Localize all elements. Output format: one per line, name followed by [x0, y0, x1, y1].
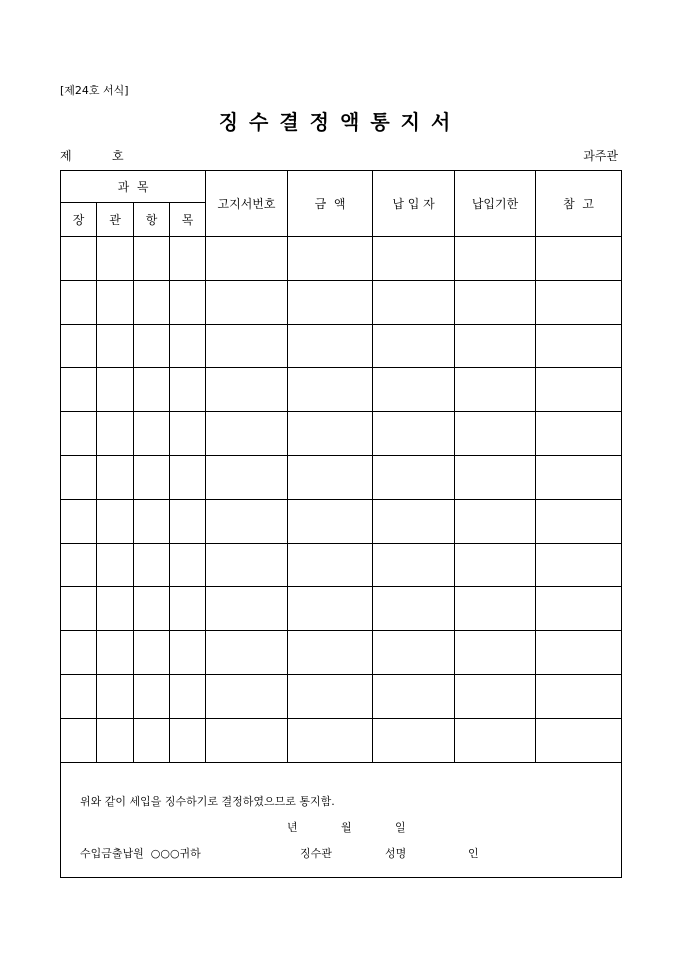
table-row: [61, 718, 622, 762]
table-cell[interactable]: [170, 455, 206, 499]
table-cell[interactable]: [455, 674, 536, 718]
table-row: [61, 324, 622, 368]
subject-group-header: 과 목: [61, 171, 206, 203]
table-cell[interactable]: [288, 237, 373, 281]
table-cell[interactable]: [206, 412, 288, 456]
table-cell[interactable]: [134, 280, 170, 324]
table-cell[interactable]: [373, 587, 455, 631]
footer-section: [61, 762, 622, 877]
table-cell[interactable]: [61, 412, 97, 456]
signature-label: 성명: [385, 846, 407, 860]
table-cell[interactable]: [373, 718, 455, 762]
table-cell[interactable]: [373, 280, 455, 324]
table-cell[interactable]: [288, 324, 373, 368]
table-cell[interactable]: [170, 587, 206, 631]
table-cell[interactable]: [536, 280, 622, 324]
table-cell[interactable]: [536, 674, 622, 718]
table-cell[interactable]: [170, 631, 206, 675]
table-cell[interactable]: [206, 324, 288, 368]
table-cell[interactable]: [536, 499, 622, 543]
column-header-payer: 납 입 자: [373, 171, 455, 237]
table-cell[interactable]: [373, 499, 455, 543]
month-label: 월: [341, 820, 352, 834]
document-number: [60, 147, 124, 164]
table-cell[interactable]: [373, 368, 455, 412]
table-cell[interactable]: [455, 412, 536, 456]
table-cell[interactable]: [97, 543, 134, 587]
table-cell[interactable]: [170, 324, 206, 368]
table-cell[interactable]: [455, 543, 536, 587]
seal-label: 인: [468, 846, 479, 860]
table-cell[interactable]: [97, 587, 134, 631]
table-cell[interactable]: [61, 499, 97, 543]
table-cell[interactable]: [288, 412, 373, 456]
table-cell[interactable]: [170, 412, 206, 456]
table-cell[interactable]: [170, 368, 206, 412]
table-cell[interactable]: [61, 324, 97, 368]
sub-header-hang: 항: [134, 203, 170, 237]
table-cell[interactable]: [61, 543, 97, 587]
table-cell[interactable]: [134, 718, 170, 762]
table-cell[interactable]: [61, 674, 97, 718]
document-number-prefix: 제: [60, 149, 72, 163]
table-cell[interactable]: [170, 280, 206, 324]
table-cell[interactable]: [134, 631, 170, 675]
table-cell[interactable]: [455, 499, 536, 543]
table-cell[interactable]: [170, 237, 206, 281]
table-cell[interactable]: [373, 543, 455, 587]
table-row: [61, 280, 622, 324]
table-cell[interactable]: [97, 631, 134, 675]
table-cell[interactable]: [288, 499, 373, 543]
table-cell[interactable]: [206, 455, 288, 499]
table-cell[interactable]: [61, 455, 97, 499]
table-cell[interactable]: [97, 368, 134, 412]
sub-header-gwan: 관: [97, 203, 134, 237]
column-header-notice-number: 고지서번호: [206, 171, 288, 237]
year-label: 년: [287, 820, 298, 834]
table-cell[interactable]: [134, 324, 170, 368]
table-cell[interactable]: [97, 674, 134, 718]
table-cell[interactable]: [536, 631, 622, 675]
table-cell[interactable]: [373, 631, 455, 675]
table-cell[interactable]: [61, 587, 97, 631]
table-cell[interactable]: [455, 455, 536, 499]
table-cell[interactable]: [288, 718, 373, 762]
column-header-due-date: 납입기한: [455, 171, 536, 237]
table-cell[interactable]: [455, 237, 536, 281]
notice-text: 위와 같이 세입을 징수하기로 결정하였으므로 통지함.: [80, 794, 335, 808]
table-row: [61, 499, 622, 543]
table-cell[interactable]: [206, 587, 288, 631]
table-cell[interactable]: [206, 718, 288, 762]
table-cell[interactable]: [134, 543, 170, 587]
table-row: [61, 237, 622, 281]
column-header-amount: 금 액: [288, 171, 373, 237]
table-cell[interactable]: [455, 368, 536, 412]
day-label: 일: [395, 820, 406, 834]
table-row: [61, 543, 622, 587]
table-row: [61, 587, 622, 631]
table-cell[interactable]: [536, 543, 622, 587]
table-row: [61, 368, 622, 412]
table-cell[interactable]: [97, 324, 134, 368]
table-row: [61, 455, 622, 499]
table-cell[interactable]: [373, 324, 455, 368]
table-cell[interactable]: [134, 412, 170, 456]
table-cell[interactable]: [97, 718, 134, 762]
table-row: [61, 674, 622, 718]
table-cell[interactable]: [97, 412, 134, 456]
table-cell[interactable]: [206, 237, 288, 281]
table-cell[interactable]: [97, 499, 134, 543]
table-cell[interactable]: [288, 455, 373, 499]
table-cell[interactable]: [97, 280, 134, 324]
form-number-label: [제24호 서식]: [60, 84, 129, 97]
document-title: 징수결정액통지서: [218, 110, 462, 134]
sub-header-mok: 목: [170, 203, 206, 237]
issuer-label: 과주관: [583, 149, 618, 163]
table-cell[interactable]: [206, 543, 288, 587]
table-cell[interactable]: [61, 631, 97, 675]
table-row: [61, 412, 622, 456]
table-cell[interactable]: [536, 455, 622, 499]
table-cell[interactable]: [134, 674, 170, 718]
table-cell[interactable]: [61, 280, 97, 324]
table-cell[interactable]: [288, 631, 373, 675]
table-cell[interactable]: [536, 587, 622, 631]
table-cell[interactable]: [536, 237, 622, 281]
table-cell[interactable]: [288, 587, 373, 631]
table-cell[interactable]: [170, 543, 206, 587]
table-cell[interactable]: [455, 631, 536, 675]
table-cell[interactable]: [206, 499, 288, 543]
table-cell[interactable]: [373, 237, 455, 281]
table-cell[interactable]: [61, 718, 97, 762]
table-cell[interactable]: [206, 368, 288, 412]
table-cell[interactable]: [134, 499, 170, 543]
table-cell[interactable]: [206, 280, 288, 324]
table-cell[interactable]: [61, 368, 97, 412]
table-cell[interactable]: [206, 631, 288, 675]
table-cell[interactable]: [134, 368, 170, 412]
table-cell[interactable]: [455, 280, 536, 324]
table-row: [61, 631, 622, 675]
table-cell[interactable]: [373, 455, 455, 499]
table-cell[interactable]: [134, 455, 170, 499]
table-cell[interactable]: [170, 499, 206, 543]
recipient-text: 수입금출납원 ○○○귀하: [80, 846, 201, 860]
table-cell[interactable]: [206, 674, 288, 718]
table-cell[interactable]: [373, 674, 455, 718]
column-header-remarks: 참 고: [536, 171, 622, 237]
table-cell[interactable]: [97, 237, 134, 281]
table-cell[interactable]: [455, 587, 536, 631]
table-cell[interactable]: [288, 543, 373, 587]
table-cell[interactable]: [455, 324, 536, 368]
table-cell[interactable]: [536, 412, 622, 456]
table-cell[interactable]: [536, 368, 622, 412]
table-cell[interactable]: [134, 587, 170, 631]
table-cell[interactable]: [288, 674, 373, 718]
table-cell[interactable]: [288, 280, 373, 324]
document-number-suffix: 호: [112, 149, 124, 163]
table-cell[interactable]: [288, 368, 373, 412]
table-cell[interactable]: [536, 324, 622, 368]
table-cell[interactable]: [97, 455, 134, 499]
table-cell[interactable]: [170, 718, 206, 762]
collector-label: 징수관: [300, 846, 332, 860]
table-cell[interactable]: [455, 718, 536, 762]
table-cell[interactable]: [536, 718, 622, 762]
table-cell[interactable]: [61, 237, 97, 281]
table-cell[interactable]: [170, 674, 206, 718]
sub-header-jang: 장: [61, 203, 97, 237]
collection-table: [60, 170, 622, 878]
table-cell[interactable]: [134, 237, 170, 281]
table-cell[interactable]: [373, 412, 455, 456]
